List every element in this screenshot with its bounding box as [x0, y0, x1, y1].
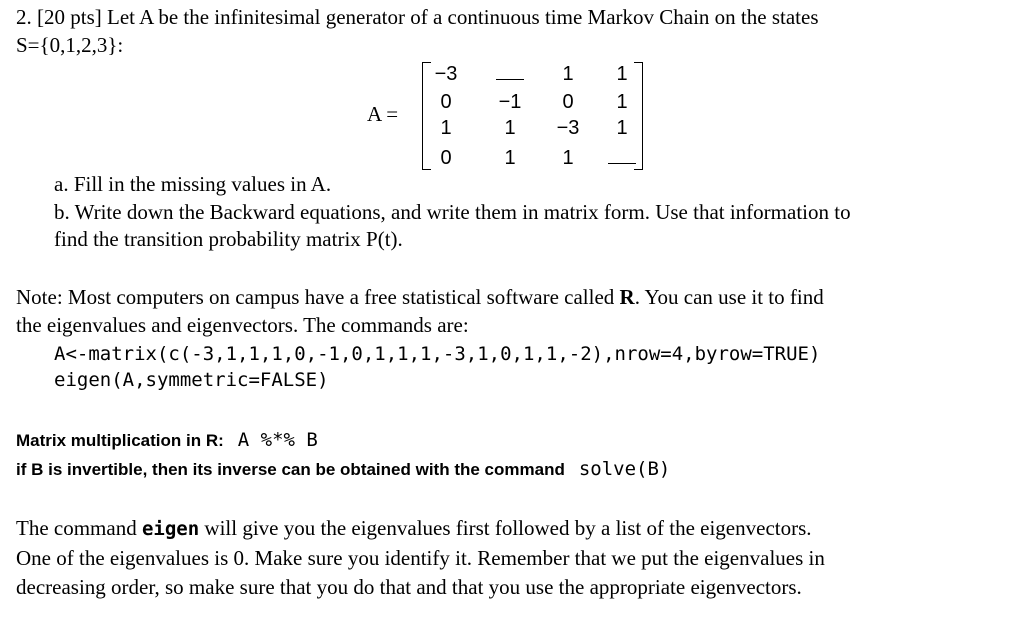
- final-code-eigen: eigen: [141, 518, 200, 540]
- part-b-line-1: b. Write down the Backward equations, and write them in matrix form. Use that information to: [54, 200, 851, 224]
- generator-matrix: [352, 60, 652, 170]
- matrix-cell-2-3: 1: [616, 117, 628, 139]
- matmul-line: [16, 428, 318, 453]
- note-line-1: [16, 284, 824, 311]
- software-name: R: [619, 285, 635, 309]
- final-line-1: [16, 515, 812, 542]
- note-line-1-pre: Note: Most computers on campus have a free statistical software called: [16, 285, 620, 309]
- matmul-label: Matrix multiplication in R:: [16, 431, 224, 450]
- problem-line-2: S={0,1,2,3}:: [16, 33, 124, 57]
- inverse-code: solve(B): [578, 458, 671, 480]
- matrix-cell-0-1-blank: [490, 62, 530, 86]
- matrix-cell-2-2: −3: [556, 117, 580, 139]
- inverse-line: [16, 457, 670, 482]
- matrix-cell-3-2: 1: [562, 147, 574, 169]
- part-a: a. Fill in the missing values in A.: [54, 172, 332, 196]
- matrix-cell-3-0: 0: [440, 147, 452, 169]
- matrix-cell-2-0: 1: [440, 117, 452, 139]
- matrix-cell-1-0: 0: [440, 91, 452, 113]
- matrix-cell-0-0: −3: [434, 63, 458, 85]
- note-line-1-post: . You can use it to find: [634, 285, 824, 309]
- matrix-cell-2-1: 1: [504, 117, 516, 139]
- final-line-2: One of the eigenvalues is 0. Make sure you identify it. Remember that we put the eigenvalues in: [16, 546, 825, 570]
- matrix-cell-0-2: 1: [562, 63, 574, 85]
- matrix-cell-1-1: −1: [498, 91, 522, 113]
- matrix-cell-1-3: 1: [616, 91, 628, 113]
- part-b-line-2: find the transition probability matrix P(t).: [54, 227, 403, 251]
- matrix-label: A =: [367, 102, 399, 126]
- matrix-cell-1-2: 0: [562, 91, 574, 113]
- final-line-1-pre: The command: [16, 516, 142, 540]
- final-line-1-post: will give you the eigenvalues first followed by a list of the eigenvectors.: [199, 516, 812, 540]
- code-matrix-command: A<-matrix(c(-3,1,1,1,0,-1,0,1,1,1,-3,1,0,1,1,-2),nrow=4,byrow=TRUE): [54, 343, 821, 365]
- final-line-3: decreasing order, so make sure that you do that and that you use the appropriate eigenvectors.: [16, 575, 802, 599]
- matmul-code: A %*% B: [237, 429, 318, 451]
- code-eigen-command: eigen(A,symmetric=FALSE): [54, 369, 329, 391]
- matrix-cell-3-3-blank: [602, 146, 642, 170]
- inverse-label: if B is invertible, then its inverse can be obtained with the command: [16, 460, 565, 479]
- problem-line-1: 2. [20 pts] Let A be the infinitesimal generator of a continuous time Markov Chain on the states: [16, 5, 819, 29]
- matrix-cell-0-3: 1: [616, 63, 628, 85]
- note-line-2: the eigenvalues and eigenvectors. The commands are:: [16, 313, 469, 337]
- matrix-cell-3-1: 1: [504, 147, 516, 169]
